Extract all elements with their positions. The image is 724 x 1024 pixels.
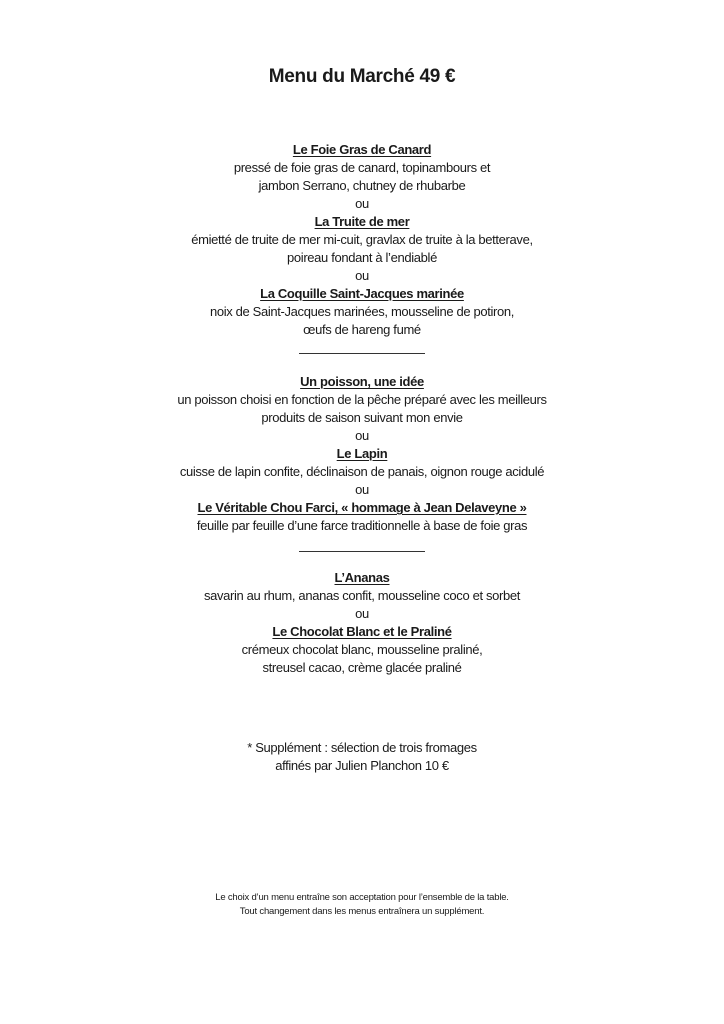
dish-description: feuille par feuille d’une farce traditionnelle à base de foie gras	[196, 518, 528, 533]
dish-name: L’Ananas	[334, 570, 390, 585]
dish-description: poireau fondant à l’endiablé	[287, 250, 437, 265]
dish-name: La Truite de mer	[314, 214, 410, 229]
starters-section	[0, 141, 724, 339]
section-divider	[299, 551, 425, 552]
dish-description: un poisson choisi en fonction de la pêche préparé avec les meilleurs	[177, 392, 547, 407]
dish-description: crémeux chocolat blanc, mousseline praliné,	[241, 642, 483, 657]
dish-name: Le Chocolat Blanc et le Praliné	[272, 624, 452, 639]
dish-name: Le Véritable Chou Farci, « hommage à Jean Delaveyne »	[197, 500, 527, 515]
supplement-line: affinés par Julien Planchon 10 €	[275, 758, 449, 773]
dish-name: Un poisson, une idée	[300, 374, 424, 389]
dish-name: Le Foie Gras de Canard	[292, 142, 432, 157]
cheese-supplement	[0, 739, 724, 775]
footer-line: Tout changement dans les menus entraînera un supplément.	[239, 906, 485, 917]
dish-description: savarin au rhum, ananas confit, mousseline coco et sorbet	[203, 588, 521, 603]
dish-description: produits de saison suivant mon envie	[261, 410, 463, 425]
dish-description: émietté de truite de mer mi-cuit, gravlax de truite à la betterave,	[191, 232, 533, 247]
menu-title: Menu du Marché 49 €	[268, 66, 456, 87]
dish-description: streusel cacao, crème glacée praliné	[262, 660, 462, 675]
or-separator: ou	[355, 268, 369, 283]
supplement-line: * Supplément : sélection de trois fromages	[247, 740, 477, 755]
dish-name: Le Lapin	[336, 446, 388, 461]
footer-line: Le choix d’un menu entraîne son acceptation pour l’ensemble de la table.	[215, 892, 509, 903]
or-separator: ou	[355, 482, 369, 497]
or-separator: ou	[355, 196, 369, 211]
section-divider	[299, 353, 425, 354]
dish-name: La Coquille Saint-Jacques marinée	[260, 286, 464, 301]
dish-description: cuisse de lapin confite, déclinaison de panais, oignon rouge acidulé	[179, 464, 545, 479]
dish-description: pressé de foie gras de canard, topinambours et	[233, 160, 491, 175]
dish-description: noix de Saint-Jacques marinées, mousseline de potiron,	[209, 304, 515, 319]
desserts-section	[0, 569, 724, 677]
dish-description: jambon Serrano, chutney de rhubarbe	[258, 178, 466, 193]
mains-section	[0, 373, 724, 535]
or-separator: ou	[355, 606, 369, 621]
dish-description: œufs de hareng fumé	[303, 322, 421, 337]
footer-note	[0, 891, 724, 919]
or-separator: ou	[355, 428, 369, 443]
